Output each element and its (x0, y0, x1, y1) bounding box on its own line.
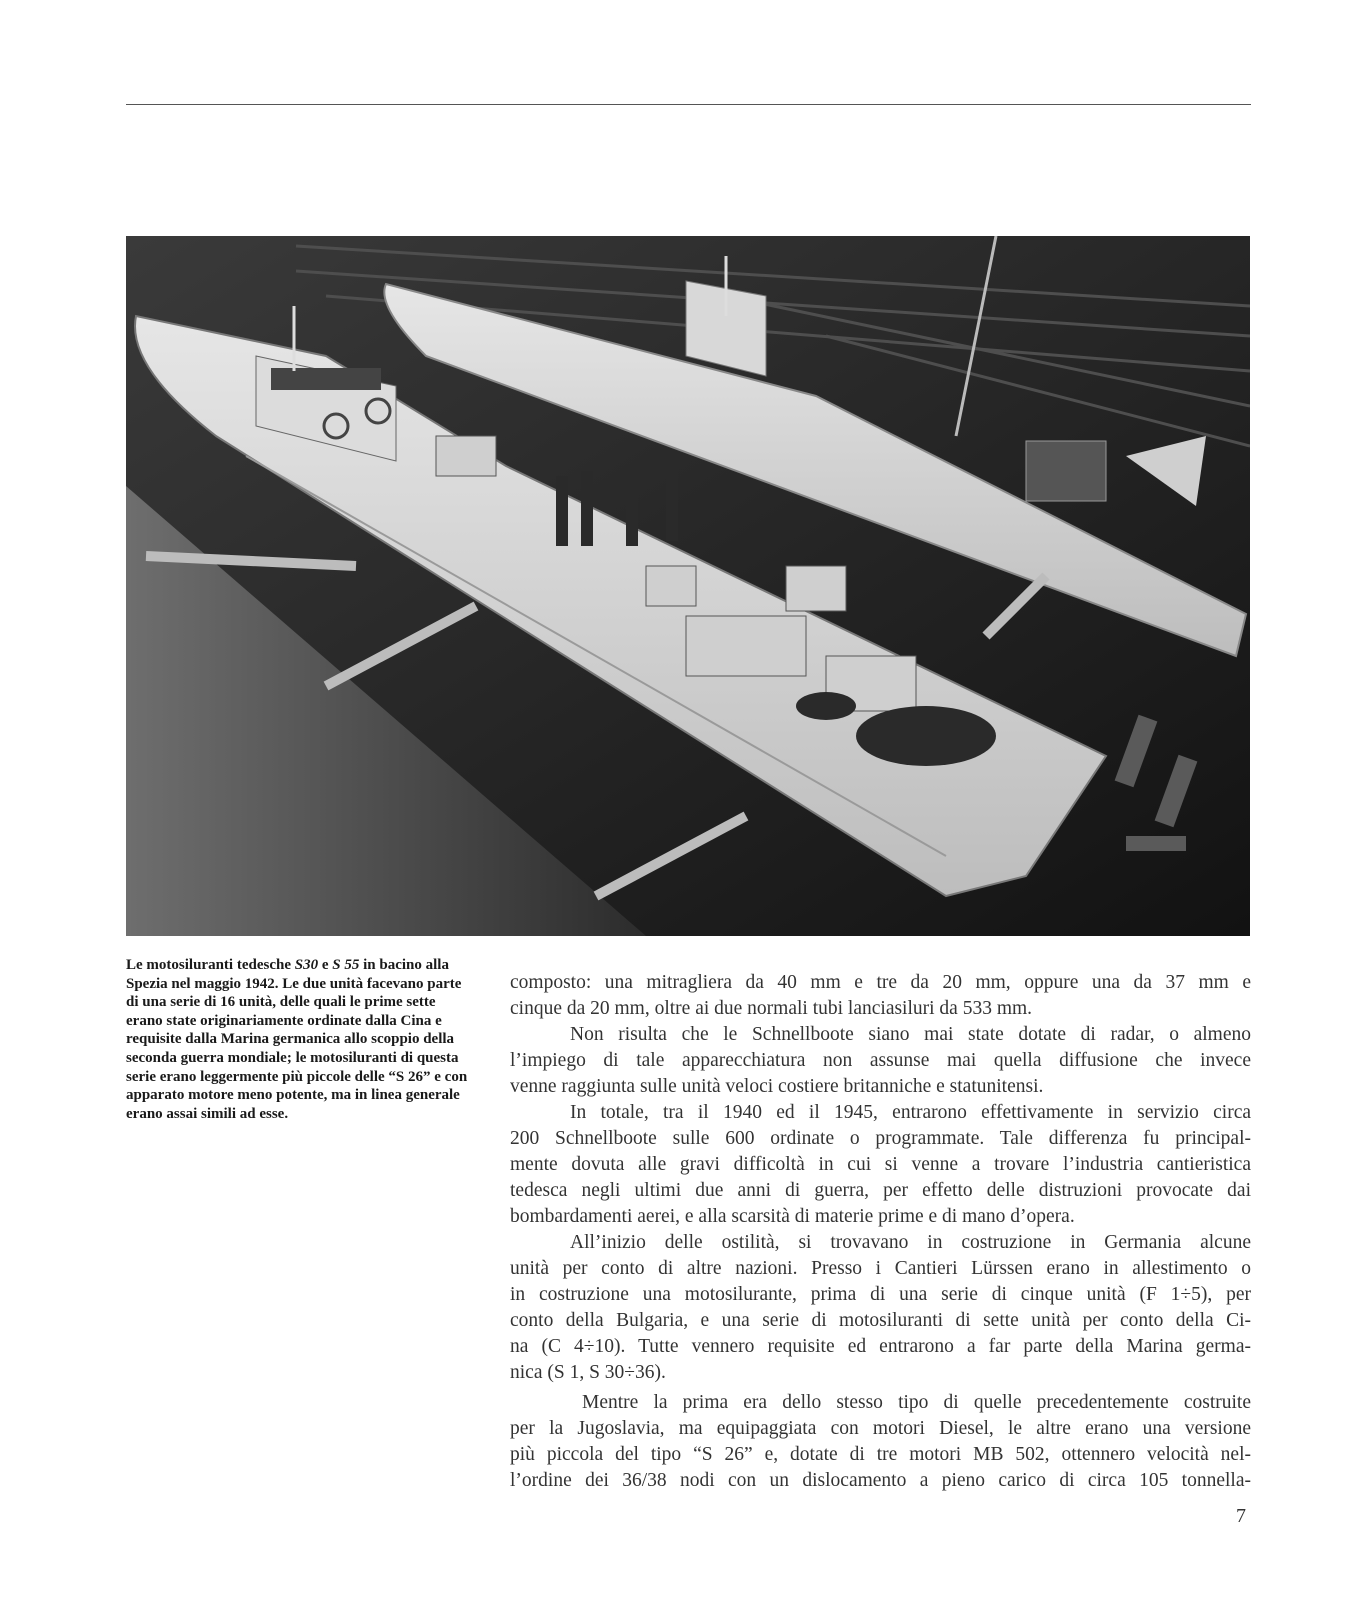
text-line: tedesca negli ultimi due anni di guerra, per effetto delle distruzioni provocate dai (510, 1180, 1251, 1201)
text-line: l’impiego di tale apparecchiatura non assunse mai quella diffusione che invece (510, 1050, 1251, 1071)
text-line: nica (S 1, S 30÷36). (510, 1362, 666, 1383)
caption-part3: in bacino alla Spezia nel maggio 1942. Le due unità facevano parte di una serie di 16 unità, delle quali le prime sette erano state originariamente ordinate dalla Cina e requisite dalla Marina germanica allo scoppio della seconda guerra mondiale; le motosiluranti di questa serie erano leggermente più piccole delle “S 26” e con apparato motore meno potente, ma in linea generale erano assai simili ad esse. (126, 957, 468, 1122)
paragraph-5 (510, 1390, 1251, 1494)
paragraph-3 (510, 1100, 1251, 1230)
text-line: Mentre la prima era dello stesso tipo di quelle precedentemente costruite (582, 1392, 1251, 1413)
photo-caption (126, 956, 474, 1123)
text-line: l’ordine dei 36/38 nodi con un dislocamento a pieno carico di circa 105 tonnella- (510, 1470, 1251, 1491)
caption-part2: e (318, 957, 333, 973)
paragraph-2 (510, 1022, 1251, 1100)
paragraph-4 (510, 1230, 1251, 1386)
main-body-text (510, 970, 1251, 1494)
paragraph-1 (510, 970, 1251, 1022)
caption-boat2: S 55 (332, 957, 360, 973)
text-line: na (C 4÷10). Tutte vennero requisite ed entrarono a far parte della Marina germa- (510, 1336, 1251, 1357)
text-line: composto: una mitragliera da 40 mm e tre da 20 mm, oppure una da 37 mm e (510, 972, 1251, 993)
page-number: 7 (1236, 1505, 1246, 1527)
text-line: Non risulta che le Schnellboote siano mai state dotate di radar, o almeno (570, 1024, 1251, 1045)
text-line: mente dovuta alle gravi difficoltà in cui si venne a trovare l’industria cantieristica (510, 1154, 1251, 1175)
text-line: conto della Bulgaria, e una serie di motosiluranti di sette unità per conto della Ci- (510, 1310, 1251, 1331)
text-line: unità per conto di altre nazioni. Presso i Cantieri Lürssen erano in allestimento o (510, 1258, 1251, 1279)
text-line: bombardamenti aerei, e alla scarsità di materie prime e di mano d’opera. (510, 1206, 1075, 1227)
ship-photo (126, 236, 1250, 936)
text-line: più piccola del tipo “S 26” e, dotate di tre motori MB 502, ottennero velocità nel- (510, 1444, 1251, 1465)
caption-part1: Le motosiluranti tedesche (126, 957, 295, 973)
text-line: per la Jugoslavia, ma equipaggiata con motori Diesel, le altre erano una versione (510, 1418, 1251, 1439)
text-line: in costruzione una motosilurante, prima di una serie di cinque unità (F 1÷5), per (510, 1284, 1251, 1305)
text-line: In totale, tra il 1940 ed il 1945, entrarono effettivamente in servizio circa (570, 1102, 1251, 1123)
text-line: 200 Schnellboote sulle 600 ordinate o programmate. Tale differenza fu principal- (510, 1128, 1251, 1149)
text-line: cinque da 20 mm, oltre ai due normali tubi lanciasiluri da 533 mm. (510, 998, 1033, 1019)
text-line: venne raggiunta sulle unità veloci costiere britanniche e statunitensi. (510, 1076, 1044, 1097)
torpedo-boats-drydock-icon (126, 236, 1250, 936)
text-line: All’inizio delle ostilità, si trovavano in costruzione in Germania alcune (570, 1232, 1251, 1253)
header-rule (126, 104, 1251, 105)
caption-boat1: S30 (294, 957, 319, 973)
